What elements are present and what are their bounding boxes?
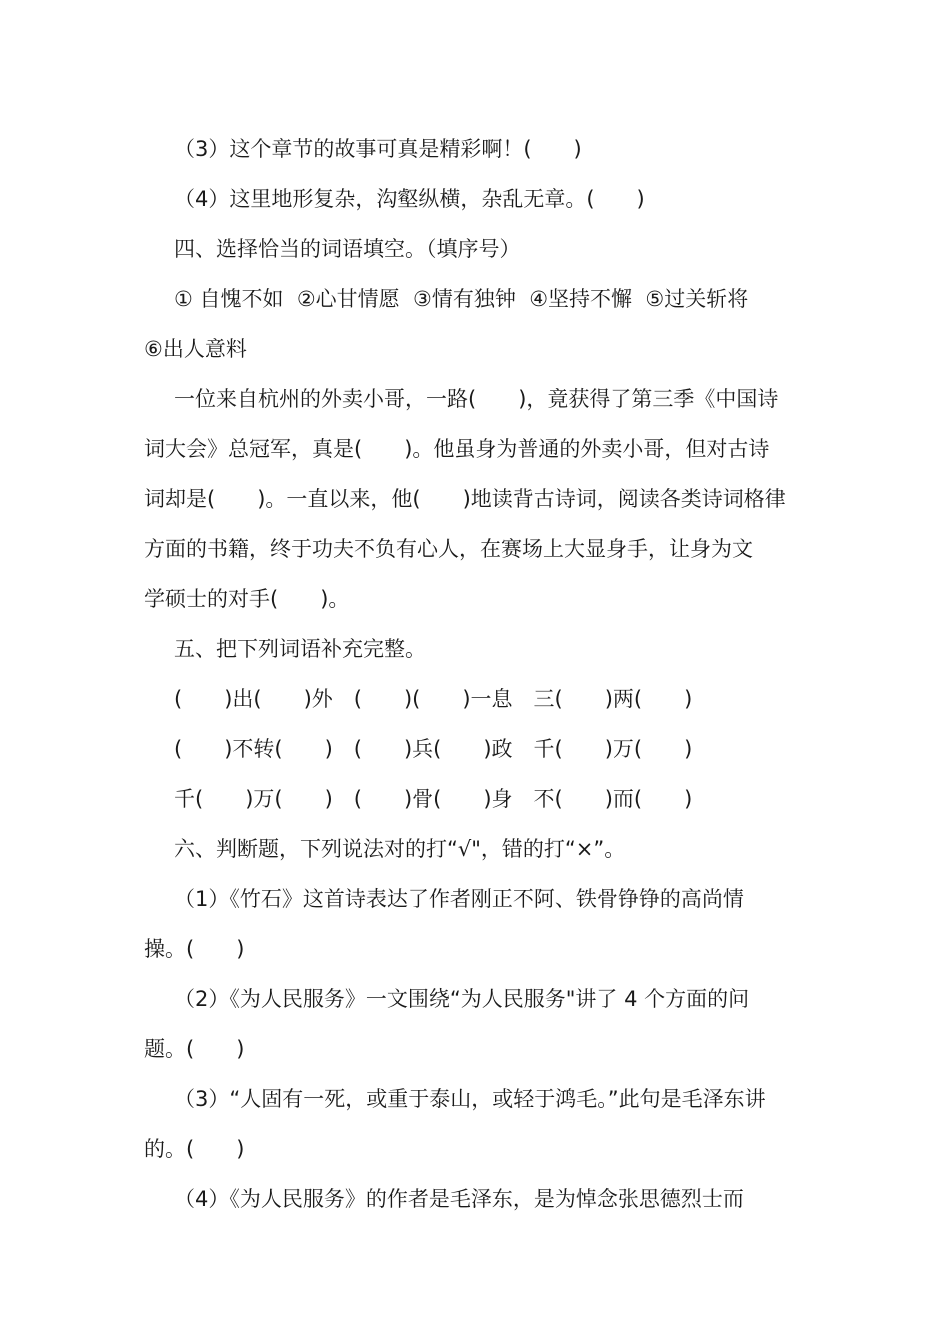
judge-item-1-line-2: 操。( ) — [144, 937, 245, 961]
section-6-heading: 六、判断题，下列说法对的打“√"，错的打“×”。 — [174, 837, 626, 861]
idiom-fill-row: 千( )万( ) ( )骨( )身 不( )而( ) — [174, 787, 693, 811]
passage-line: 方面的书籍，终于功夫不负有心人，在赛场上大显身手，让身为文 — [144, 537, 753, 561]
judge-item-2-line-2: 题。( ) — [144, 1037, 245, 1061]
section-5-heading: 五、把下列词语补充完整。 — [174, 637, 426, 661]
judge-item-1-line-1: （1）《竹石》这首诗表达了作者刚正不阿、铁骨铮铮的高尚情 — [174, 887, 744, 911]
judge-item-3-line-2: 的。( ) — [144, 1137, 245, 1161]
passage-line: 词大会》总冠军，真是( )。他虽身为普通的外卖小哥，但对古诗 — [144, 437, 770, 461]
section-4-heading: 四、选择恰当的词语填空。（填序号） — [174, 237, 521, 261]
passage-line: 一位来自杭州的外卖小哥，一路( )，竟获得了第三季《中国诗 — [174, 387, 779, 411]
word-options-line-2: ⑥出人意料 — [144, 337, 247, 361]
idiom-fill-row: ( )不转( ) ( )兵( )政 千( )万( ) — [174, 737, 693, 761]
judge-item-2-line-1: （2）《为人民服务》一文围绕“为人民服务"讲了 4 个方面的问 — [174, 987, 750, 1011]
passage-line: 学硕士的对手( )。 — [144, 587, 350, 611]
passage-line: 词却是( )。一直以来，他( )地读背古诗词，阅读各类诗词格律 — [144, 487, 786, 511]
judge-item-3-line-1: （3）“人固有一死，或重于泰山，或轻于鸿毛。”此句是毛泽东讲 — [174, 1087, 766, 1111]
idiom-fill-row: ( )出( )外 ( )( )一息 三( )两( ) — [174, 687, 693, 711]
q3-item-3: （3）这个章节的故事可真是精彩啊！( ) — [174, 137, 582, 161]
q3-item-4: （4）这里地形复杂，沟壑纵横，杂乱无章。( ) — [174, 187, 645, 211]
judge-item-4-line-1: （4）《为人民服务》的作者是毛泽东，是为悼念张思德烈士而 — [174, 1187, 744, 1211]
word-options-line-1: ① 自愧不如 ②心甘情愿 ③情有独钟 ④坚持不懈 ⑤过关斩将 — [174, 287, 749, 311]
